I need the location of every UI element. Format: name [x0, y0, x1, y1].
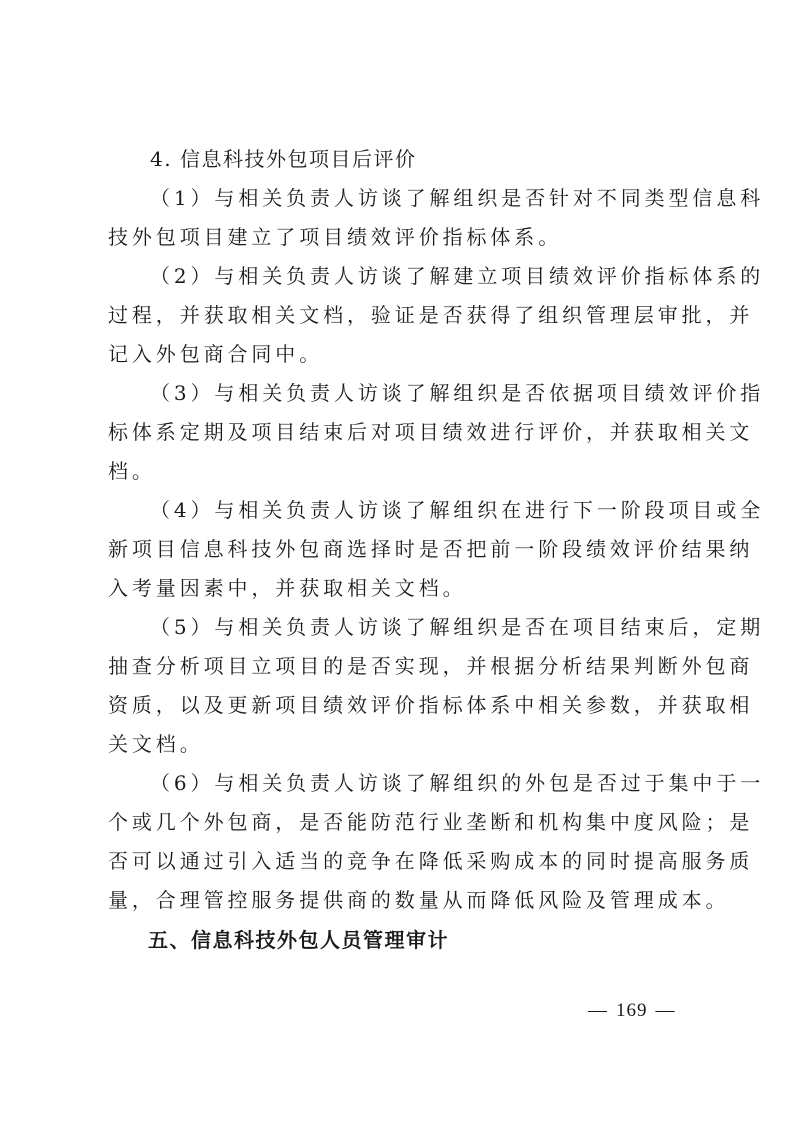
paragraph-2: [108, 257, 765, 374]
paragraph-line: 否可以通过引入适当的竞争在降低采购成本的同时提高服务质: [108, 849, 754, 873]
paragraph-line: 资质，以及更新项目绩效评价指标体系中相关参数，并获取相: [108, 693, 754, 717]
paragraph-line: 过程，并获取相关文档，验证是否获得了组织管理层审批，并: [108, 303, 754, 327]
paragraph-line: （6）与相关负责人访谈了解组织的外包是否过于集中于一: [150, 771, 765, 795]
paragraph-line: （2）与相关负责人访谈了解建立项目绩效评价指标体系的: [150, 264, 765, 288]
page-number: 169: [616, 1000, 648, 1021]
paragraph-line: 入考量因素中，并获取相关文档。: [108, 576, 467, 600]
paragraph-line: （4）与相关负责人访谈了解组织在进行下一阶段项目或全: [150, 498, 765, 522]
subheading: 4. 信息科技外包项目后评价: [150, 147, 417, 171]
section-heading: 五、信息科技外包人员管理审计: [148, 928, 449, 952]
paragraph-line: （1）与相关负责人访谈了解组织是否针对不同类型信息科: [150, 186, 765, 210]
paragraph-6: [108, 764, 765, 920]
paragraph-line: 技外包项目建立了项目绩效评价指标体系。: [108, 225, 563, 249]
paragraph-4: [108, 491, 765, 608]
page-number-footer: [588, 1000, 676, 1022]
paragraph-line: 关文档。: [108, 732, 204, 756]
paragraph-line: 新项目信息科技外包商选择时是否把前一阶段绩效评价结果纳: [108, 537, 754, 561]
page-dash-left: —: [588, 1000, 608, 1021]
paragraph-line: 档。: [108, 459, 156, 483]
paragraph-line: 个或几个外包商，是否能防范行业垄断和机构集中度风险；是: [108, 810, 754, 834]
paragraph-line: （3）与相关负责人访谈了解组织是否依据项目绩效评价指: [150, 381, 765, 405]
paragraph-line: 抽查分析项目立项目的是否实现，并根据分析结果判断外包商: [108, 654, 754, 678]
paragraph-line: 记入外包商合同中。: [108, 342, 324, 366]
paragraph-line: 量，合理管控服务提供商的数量从而降低风险及管理成本。: [108, 888, 730, 912]
paragraph-1: [108, 179, 765, 257]
paragraph-line: 标体系定期及项目结束后对项目绩效进行评价，并获取相关文: [108, 420, 754, 444]
document-body: [108, 140, 765, 960]
paragraph-3: [108, 374, 765, 491]
paragraph-5: [108, 608, 765, 764]
paragraph-line: （5）与相关负责人访谈了解组织是否在项目结束后，定期: [150, 615, 765, 639]
page-dash-right: —: [655, 1000, 676, 1021]
